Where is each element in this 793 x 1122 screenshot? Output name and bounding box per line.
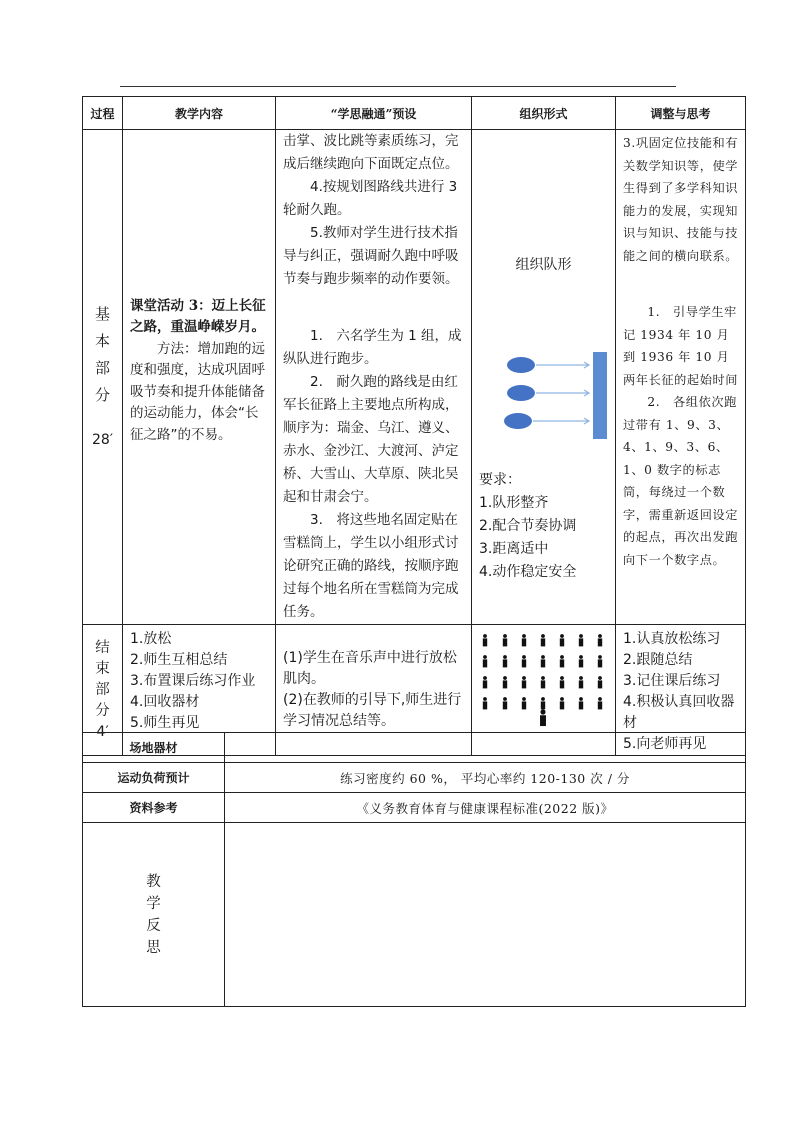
lesson-plan-table [82, 96, 746, 756]
teacher-icon [540, 709, 546, 726]
header-row [83, 97, 746, 130]
student-icon [503, 697, 507, 709]
formation-diagram [472, 350, 616, 446]
basic-preset: 击掌、波比跳等素质练习，完成后继续跑向下面既定点位。 4.按规划图路线共进行 3 轮耐久跑。 5.教师对学生进行技术指导与纠正，强调耐久跑中呼吸节奏与跑步频率的动作要领。 1. 六名学生为 1 组，成纵队进行跑步。 2. 耐久跑的路线是由红军长征路上主要地点所构成，顺序为：瑞金、乌江、遵义、赤水、金沙江、大渡河、泸定桥、大雪山、大草原、陕北吴起和甘肃会宁。 3. 将这些地名固定贴在雪糕筒上，学生以小组形式讨论研究正确的路线，按顺序跑过每个地名所在雪糕筒为完成任务。 [276, 130, 472, 625]
activity-title: 课堂活动 3：迈上长征之路，重温峥嵘岁月。 [130, 297, 266, 336]
venue-label: 场地器材 [83, 733, 225, 763]
student-icon [541, 697, 545, 709]
student-icon [598, 697, 602, 709]
student-icon [579, 697, 583, 709]
load-value: 练习密度约 60 %， 平均心率约 120-130 次 / 分 [225, 763, 746, 793]
reflection-value [225, 823, 746, 1007]
student-icon [483, 634, 487, 646]
student-icon [598, 634, 602, 646]
basic-duration: 28′ [92, 431, 113, 448]
org-requirements: 要求： 1.队形整齐 2.配合节奏协调 3.距离适中 4.动作稳定安全 [479, 472, 577, 580]
student-icon [483, 655, 487, 667]
group-oval-icon [507, 385, 535, 401]
header-adjust: 调整与思考 [616, 97, 746, 130]
student-formation-diagram [472, 625, 616, 735]
reference-value: 《义务教育体育与健康课程标准(2022 版)》 [225, 793, 746, 823]
reference-label: 资料参考 [83, 793, 225, 823]
org-title: 组织队形 [515, 257, 572, 273]
ending-content: 1.放松 2.师生互相总结 3.布置课后练习作业 4.回收器材 5.师生再见 [123, 625, 276, 756]
reference-row [83, 793, 746, 823]
basic-organization [472, 130, 616, 625]
student-icon [522, 676, 526, 688]
header-preset: “学思融通”预设 [276, 97, 472, 130]
student-icon [522, 634, 526, 646]
student-icon [579, 655, 583, 667]
student-icon [560, 697, 564, 709]
student-icon [503, 634, 507, 646]
group-oval-icon [507, 357, 535, 373]
student-icon [483, 676, 487, 688]
load-row [83, 763, 746, 793]
student-icon [541, 634, 545, 646]
student-icon [560, 676, 564, 688]
student-icon [560, 655, 564, 667]
load-label: 运动负荷预计 [83, 763, 225, 793]
student-icon [579, 676, 583, 688]
basic-adjust: 3.巩固定位技能和有关数学知识等，使学生得到了多学科知识能力的发展，实现知识与知识、技能与技能之间的横向联系。 1. 引导学生牢记 1934 年 10 月到 1936 年 10 月两年长征的起始时间 2. 各组依次跑过带有 1、9、3、4、1、9、3、6、1、0 数字的标志筒，每绕过一个数字，需重新返回设定的起点，再次出发跑向下一个数字点。 [616, 130, 746, 625]
group-oval-icon [504, 413, 532, 429]
ending-adjust: 1.认真放松练习 2.跟随总结 3.记住课后练习 4.积极认真回收器材 5.向老师再见 [616, 625, 746, 756]
student-icon [503, 655, 507, 667]
student-icon [522, 697, 526, 709]
student-icon [579, 634, 583, 646]
ending-duration: 4′ [96, 723, 109, 740]
student-icon [541, 655, 545, 667]
venue-value [225, 733, 746, 763]
reflection-label: 教 学 反 思 [83, 823, 225, 1007]
summary-table [82, 732, 746, 1007]
basic-section-label: 基 本 部 分 28′ [83, 130, 123, 625]
student-icon [598, 655, 602, 667]
student-icon [483, 697, 487, 709]
ending-section-label: 结 束 部 分 4′ [83, 625, 123, 756]
student-icon [560, 634, 564, 646]
header-process: 过程 [83, 97, 123, 130]
activity-method: 方法：增加跑的远度和强度，达成巩固呼吸节奏和提升体能储备的运动能力，体会“长征之路”的不易。 [130, 340, 265, 443]
student-icon [541, 676, 545, 688]
finish-bar-icon [593, 352, 607, 439]
student-icon [503, 676, 507, 688]
header-organization: 组织形式 [472, 97, 616, 130]
reflection-row [83, 823, 746, 1007]
top-rule [120, 86, 676, 87]
venue-row [83, 733, 746, 763]
header-content: 教学内容 [123, 97, 276, 130]
student-icon [522, 655, 526, 667]
student-icon [598, 676, 602, 688]
ending-preset: (1)学生在音乐声中进行放松肌肉。 (2)在教师的引导下,师生进行学习情况总结等。 [276, 625, 472, 756]
basic-row [83, 130, 746, 625]
basic-content [123, 130, 276, 625]
